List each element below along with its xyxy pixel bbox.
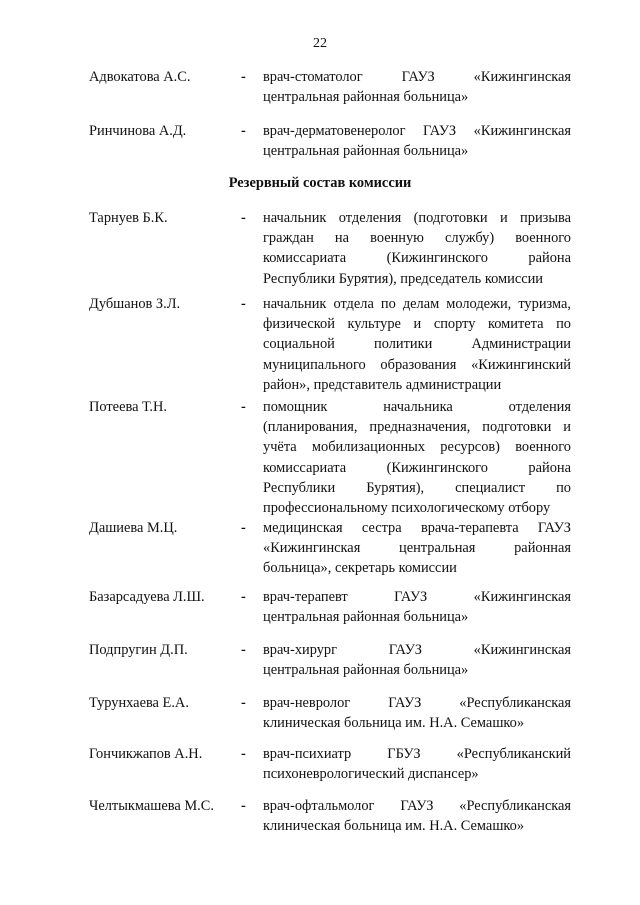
description-line: врач-терапевт ГАУЗ «Кижингинская [263, 589, 571, 605]
entry-name: Базарсадуева Л.Ш. [89, 589, 205, 605]
description-line: центральная районная больница» [263, 143, 469, 160]
entry-description [263, 208, 571, 289]
entry-description [263, 796, 571, 836]
entry-dash: - [241, 520, 246, 536]
entry-description [263, 518, 571, 579]
description-line: врач-хирург ГАУЗ «Кижингинская [263, 642, 571, 658]
entry-name: Тарнуев Б.К. [89, 210, 168, 226]
description-line: физической культуре и спорту комитета по [263, 316, 571, 333]
entry-description [263, 640, 571, 680]
entry-dash: - [241, 296, 246, 312]
description-line: район», представитель администрации [263, 376, 502, 393]
entry-name: Потеева Т.Н. [89, 399, 167, 415]
entry-dash: - [241, 642, 246, 658]
entry-dash: - [241, 589, 246, 605]
entry-name: Дашиева М.Ц. [89, 520, 178, 536]
description-line: начальник отделения (подготовки и призыва [263, 210, 571, 226]
description-line: клиническая больница им. Н.А. Семашко» [263, 818, 525, 835]
description-line: центральная районная больница» [263, 609, 469, 626]
description-line: медицинская сестра врача-терапевта ГАУЗ [263, 520, 571, 536]
entry-name: Подпругин Д.П. [89, 642, 188, 658]
description-line: врач-стоматолог ГАУЗ «Кижингинская [263, 69, 571, 85]
description-line: психоневрологический диспансер» [263, 766, 479, 783]
description-line: центральная районная больница» [263, 89, 469, 106]
description-line: граждан на военную службу) военного [263, 230, 571, 247]
entry-dash: - [241, 399, 246, 415]
entry-dash: - [241, 123, 246, 139]
description-line: (планирования, предназначения, подготовки и [263, 419, 571, 436]
entry-name: Турунхаева Е.А. [89, 695, 189, 711]
entry-description [263, 294, 571, 395]
description-line: врач-невролог ГАУЗ «Республиканская [263, 695, 571, 711]
entry-name: Дубшанов З.Л. [89, 296, 181, 312]
entry-dash: - [241, 746, 246, 762]
description-line: комиссариата (Кижингинского района [263, 250, 571, 267]
description-line: комиссариата (Кижингинского района [263, 459, 571, 476]
entry-name: Челтыкмашева М.С. [89, 798, 214, 814]
description-line: Республики Бурятия), специалист по [263, 479, 571, 496]
entry-dash: - [241, 69, 246, 85]
entry-description [263, 587, 571, 627]
description-line: клиническая больница им. Н.А. Семашко» [263, 715, 525, 732]
description-line: профессиональному психологическому отбору [263, 500, 551, 517]
description-line: больница», секретарь комиссии [263, 560, 457, 577]
entry-dash: - [241, 210, 246, 226]
description-line: «Кижингинская центральная районная [263, 540, 571, 557]
description-line: социальной политики Администрации [263, 336, 571, 353]
description-line: врач-психиатр ГБУЗ «Республиканский [263, 746, 571, 762]
section-heading: Резервный состав комиссии [228, 175, 412, 191]
entry-description [263, 67, 571, 107]
description-line: начальник отдела по делам молодежи, туризма, [263, 296, 571, 312]
entry-name: Гончикжапов А.Н. [89, 746, 203, 762]
entry-description [263, 693, 571, 733]
description-line: помощник начальника отделения [263, 399, 571, 415]
description-line: учёта мобилизационных ресурсов) военного [263, 439, 571, 456]
entry-description [263, 744, 571, 784]
description-line: центральная районная больница» [263, 662, 469, 679]
description-line: муниципального образования «Кижингинский [263, 356, 571, 373]
description-line: Республики Бурятия), председатель комиссии [263, 270, 543, 287]
page-number: 22 [313, 36, 327, 51]
entry-description [263, 397, 571, 518]
description-line: врач-офтальмолог ГАУЗ «Республиканская [263, 798, 571, 814]
entry-name: Ринчинова А.Д. [89, 123, 187, 139]
entry-description [263, 121, 571, 161]
entry-dash: - [241, 695, 246, 711]
entry-name: Адвокатова А.С. [89, 69, 191, 85]
entry-dash: - [241, 798, 246, 814]
description-line: врач-дерматовенеролог ГАУЗ «Кижингинская [263, 123, 571, 139]
